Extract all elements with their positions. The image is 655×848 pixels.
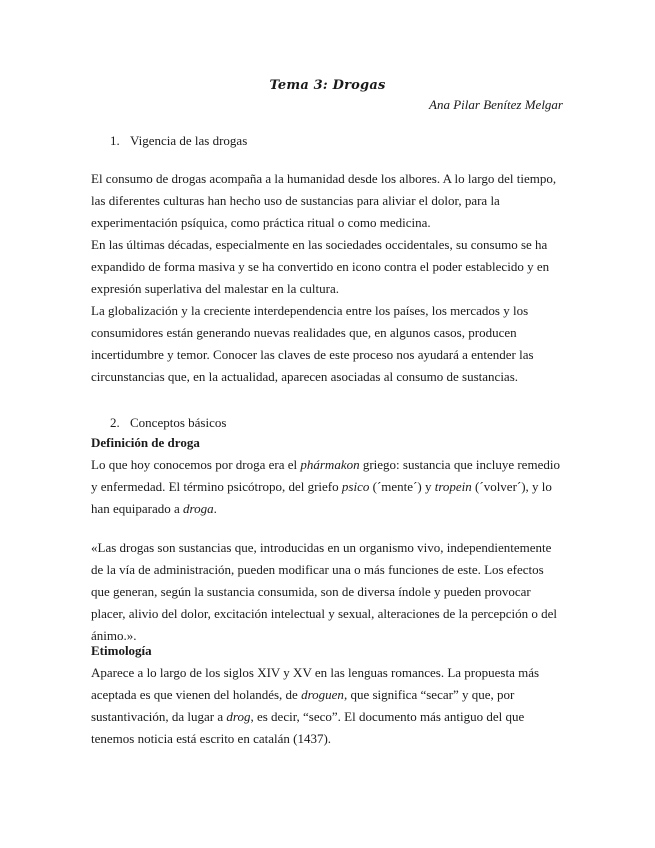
etymology-title: Etimología — [91, 643, 152, 658]
paragraph-1: El consumo de drogas acompaña a la humanidad desde los albores. A lo largo del tiempo, las diferentes culturas han hecho uso de sustancias para aliviar el dolor, para la experimentación psíquica, como práctica ritual o como medicina. — [91, 171, 557, 230]
quote-block — [91, 537, 565, 647]
definition-quote: «Las drogas son sustancias que, introducidas en un organismo vivo, independientemente de la vía de administración, pueden modificar una o más funciones de este. Los efectos que generan, según la sustancia consumida, son de diversa índole y pueden provocar placer, alivio del dolor, excitación intelectual y sexual, alteraciones de la percepción o del ánimo.». — [91, 540, 558, 643]
paragraph-3: La globalización y la creciente interdependencia entre los países, los mercados y los consumidores están generando nuevas realidades que, en algunos casos, producen incertidumbre y temor. Conocer las claves de este proceso nos ayudará a entender las circunstancias que, en la actualidad, aparecen asociadas al consumo de sustancias. — [91, 303, 534, 384]
section-1-body — [91, 168, 565, 388]
definition-section — [91, 432, 565, 520]
section-1-heading — [110, 133, 247, 149]
definition-paragraph: Lo que hoy conocemos por droga era el phármakon griego: sustancia que incluye remedio y enfermedad. El término psicótropo, del griefo psico (´mente´) y tropein (´volver´), y lo han equiparado a droga. — [91, 457, 560, 516]
etymology-paragraph: Aparece a lo largo de los siglos XIV y XV en las lenguas romances. La propuesta más aceptada es que vienen del holandés, de droguen, que significa “secar” y que, por sustantivación, da lugar a drog, es decir, “seco”. El documento más antiguo del que tenemos noticia está escrito en catalán (1437). — [91, 665, 540, 746]
section-2-heading — [110, 415, 226, 431]
document-title: Tema 3: Drogas — [269, 78, 386, 93]
term-droga: droga — [183, 501, 214, 516]
definition-title: Definición de droga — [91, 435, 200, 450]
section-2-title: Conceptos básicos — [130, 415, 227, 430]
section-2-number: 2. — [110, 415, 120, 430]
term-tropein: tropein — [434, 479, 472, 494]
etymology-section — [91, 640, 565, 750]
term-pharmakon: phármakon — [300, 457, 360, 472]
section-1-title: Vigencia de las drogas — [130, 133, 248, 148]
term-droguen: droguen — [301, 687, 344, 702]
paragraph-2: En las últimas décadas, especialmente en las sociedades occidentales, su consumo se ha expandido de forma masiva y se ha convertido en icono contra el poder establecido y en expresión superlativa del malestar en la cultura. — [91, 237, 550, 296]
term-psico: psico — [341, 479, 370, 494]
section-1-number: 1. — [110, 133, 120, 148]
author-name: Ana Pilar Benítez Melgar — [429, 97, 563, 112]
term-drog: drog — [226, 709, 251, 724]
